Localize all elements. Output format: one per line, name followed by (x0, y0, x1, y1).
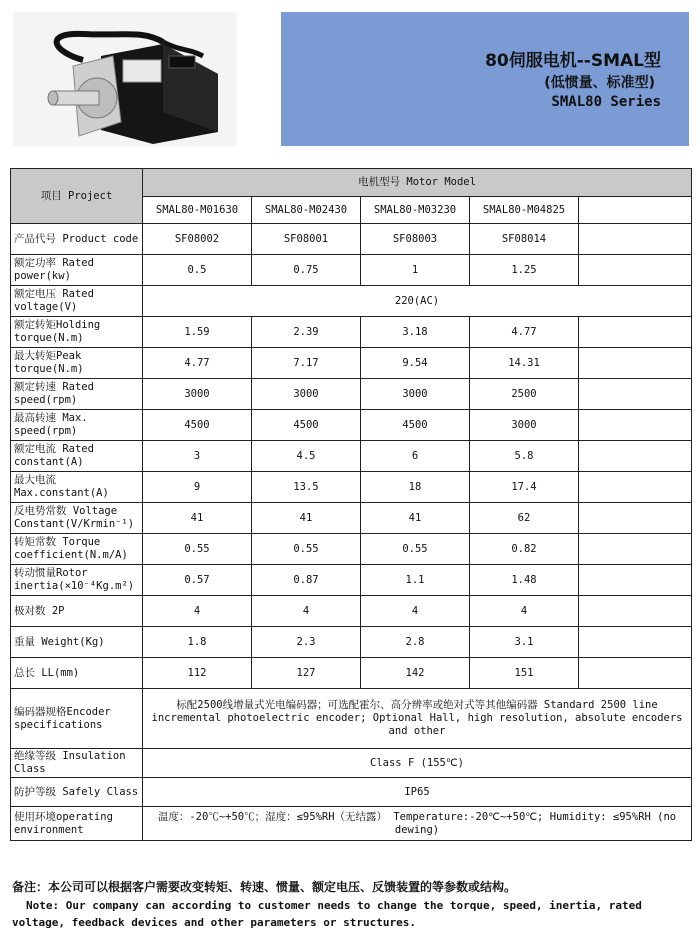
row-label: 额定转矩Holding torque(N.m) (11, 317, 143, 348)
value-cell: 4.5 (252, 441, 361, 472)
value-cell: 0.55 (252, 534, 361, 565)
value-cell: SF08003 (361, 224, 470, 255)
value-cell: 4 (361, 596, 470, 627)
value-cell: 4500 (143, 410, 252, 441)
row-label: 总长 LL(mm) (11, 658, 143, 689)
value-cell: 4500 (361, 410, 470, 441)
series-name: SMAL80 Series (551, 94, 661, 110)
row-label: 最高转速 Max. speed(rpm) (11, 410, 143, 441)
table-row (11, 286, 692, 317)
value-cell: 9.54 (361, 348, 470, 379)
value-cell: 41 (143, 503, 252, 534)
value-cell: 3 (143, 441, 252, 472)
value-cell: 3.1 (470, 627, 579, 658)
value-cell: 14.31 (470, 348, 579, 379)
value-cell: 5.8 (470, 441, 579, 472)
value-cell: 0.87 (252, 565, 361, 596)
empty-cell (579, 627, 692, 658)
value-cell: 2500 (470, 379, 579, 410)
value-cell: 4 (143, 596, 252, 627)
row-label: 转动惯量Rotor inertia(×10⁻⁴Kg.m²) (11, 565, 143, 596)
merged-value: IP65 (143, 778, 692, 807)
row-label: 额定电压 Rated voltage(V) (11, 286, 143, 317)
value-cell: 7.17 (252, 348, 361, 379)
row-label: 转矩常数 Torque coefficient(N.m/A) (11, 534, 143, 565)
table-row (11, 565, 692, 596)
row-label: 产品代号 Product code (11, 224, 143, 255)
value-cell: 1.8 (143, 627, 252, 658)
value-cell: 0.57 (143, 565, 252, 596)
value-cell: 3.18 (361, 317, 470, 348)
row-label: 最大转矩Peak torque(N.m) (11, 348, 143, 379)
empty-cell (579, 534, 692, 565)
row-label: 反电势常数 Voltage Constant(V/Krmin⁻¹) (11, 503, 143, 534)
table-row (11, 224, 692, 255)
empty-cell (579, 503, 692, 534)
value-cell: 0.82 (470, 534, 579, 565)
row-label: 编码器规格Encoder specifications (11, 689, 143, 749)
value-cell: 41 (361, 503, 470, 534)
value-cell: 18 (361, 472, 470, 503)
model-name: SMAL80-M02430 (252, 197, 361, 224)
table-row (11, 627, 692, 658)
motor-photo (13, 12, 237, 146)
empty-cell (579, 410, 692, 441)
value-cell: 4 (252, 596, 361, 627)
spec-table (10, 168, 692, 841)
empty-cell (579, 255, 692, 286)
table-row (11, 472, 692, 503)
value-cell: 1.1 (361, 565, 470, 596)
row-label: 额定功率 Rated power(kw) (11, 255, 143, 286)
row-label: 极对数 2P (11, 596, 143, 627)
model-name: SMAL80-M04825 (470, 197, 579, 224)
table-row (11, 658, 692, 689)
value-cell: 0.55 (361, 534, 470, 565)
empty-cell (579, 658, 692, 689)
value-cell: SF08014 (470, 224, 579, 255)
table-row (11, 255, 692, 286)
merged-value: 标配2500线增量式光电编码器；可选配霍尔、高分辨率或绝对式等其他编码器 Standard 2500 line incremental photoelectric encoder; Optional Hall, high resolution, absolute encoders and other (143, 689, 692, 749)
title-banner (281, 12, 689, 146)
table-row (11, 410, 692, 441)
model-header: 电机型号 Motor Model (143, 169, 692, 197)
servo-motor-image (13, 12, 237, 146)
value-cell: 3000 (361, 379, 470, 410)
empty-cell (579, 472, 692, 503)
value-cell: SF08001 (252, 224, 361, 255)
value-cell: 0.75 (252, 255, 361, 286)
row-label: 最大电流 Max.constant(A) (11, 472, 143, 503)
value-cell: 6 (361, 441, 470, 472)
table-row (11, 596, 692, 627)
value-cell: 142 (361, 658, 470, 689)
empty-cell (579, 317, 692, 348)
table-row (11, 689, 692, 749)
value-cell: 41 (252, 503, 361, 534)
value-cell: 17.4 (470, 472, 579, 503)
table-row (11, 807, 692, 841)
value-cell: 4500 (252, 410, 361, 441)
empty-cell (579, 596, 692, 627)
model-name: SMAL80-M01630 (143, 197, 252, 224)
row-label: 重量 Weight(Kg) (11, 627, 143, 658)
row-label: 绝缘等级 Insulation Class (11, 749, 143, 778)
value-cell: SF08002 (143, 224, 252, 255)
page-subtitle: (低惯量、标准型) (544, 75, 655, 91)
merged-value: Class F (155℃) (143, 749, 692, 778)
note-english: Note: Our company can according to customer needs to change the torque, speed, inertia, rated voltage, feedback devices and other parameters or structures. (12, 899, 642, 929)
value-cell: 13.5 (252, 472, 361, 503)
value-cell: 2.3 (252, 627, 361, 658)
table-row (11, 778, 692, 807)
empty-cell (579, 379, 692, 410)
empty-cell (579, 441, 692, 472)
value-cell: 1 (361, 255, 470, 286)
value-cell: 9 (143, 472, 252, 503)
value-cell: 127 (252, 658, 361, 689)
empty-cell (579, 565, 692, 596)
empty-cell (579, 224, 692, 255)
empty-cell (579, 348, 692, 379)
table-row (11, 379, 692, 410)
model-name: SMAL80-M03230 (361, 197, 470, 224)
value-cell: 62 (470, 503, 579, 534)
value-cell: 4 (470, 596, 579, 627)
value-cell: 1.59 (143, 317, 252, 348)
value-cell: 0.55 (143, 534, 252, 565)
value-cell: 151 (470, 658, 579, 689)
note-chinese: 备注：本公司可以根据客户需要改变转矩、转速、惯量、额定电压、反馈装置的等参数或结构。 (12, 880, 517, 894)
table-row (11, 441, 692, 472)
merged-value: 220(AC) (143, 286, 692, 317)
table-row (11, 749, 692, 778)
value-cell: 3000 (470, 410, 579, 441)
value-cell: 3000 (143, 379, 252, 410)
project-header: 项目 Project (11, 169, 143, 224)
table-row (11, 503, 692, 534)
row-label: 额定电流 Rated constant(A) (11, 441, 143, 472)
value-cell: 4.77 (143, 348, 252, 379)
merged-value: 温度：-20℃~+50℃；湿度：≤95%RH（无结露） Temperature:-20℃~+50℃; Humidity: ≤95%RH (no dewing) (143, 807, 692, 841)
table-row (11, 317, 692, 348)
empty-cell (579, 197, 692, 224)
row-label: 使用环境operating environment (11, 807, 143, 841)
page-title: 80伺服电机--SMAL型 (485, 51, 661, 71)
value-cell: 4.77 (470, 317, 579, 348)
value-cell: 2.8 (361, 627, 470, 658)
table-row (11, 534, 692, 565)
value-cell: 1.25 (470, 255, 579, 286)
value-cell: 3000 (252, 379, 361, 410)
value-cell: 0.5 (143, 255, 252, 286)
value-cell: 112 (143, 658, 252, 689)
value-cell: 2.39 (252, 317, 361, 348)
row-label: 额定转速 Rated speed(rpm) (11, 379, 143, 410)
value-cell: 1.48 (470, 565, 579, 596)
row-label: 防护等级 Safely Class (11, 778, 143, 807)
table-row (11, 348, 692, 379)
